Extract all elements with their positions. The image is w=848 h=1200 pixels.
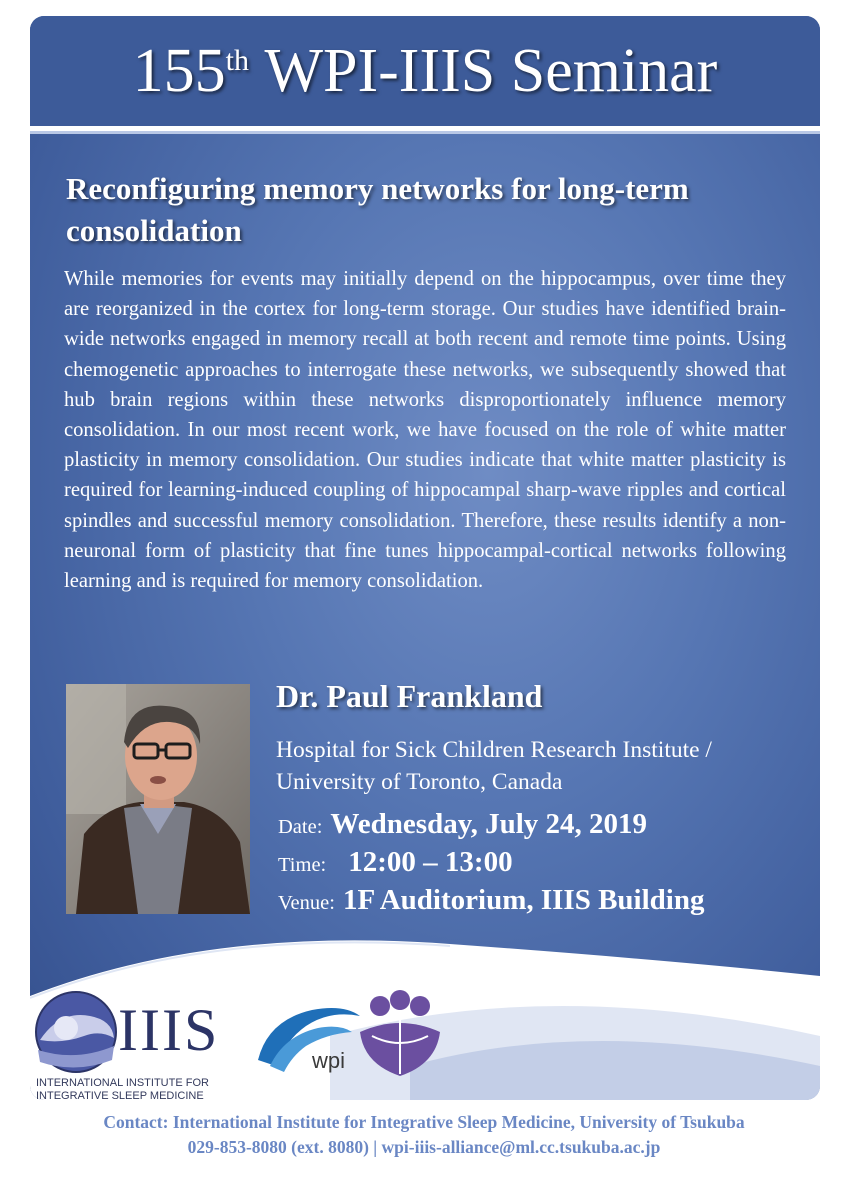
date-value: Wednesday, July 24, 2019 [330,808,648,840]
venue-label: Venue: [278,892,335,914]
speaker-affiliation [276,734,796,798]
seminar-header [30,16,820,126]
date-row [278,808,647,841]
talk-title: Reconfiguring memory networks for long-term consolidation [66,171,689,248]
seminar-title: WPI-IIIS Seminar [264,36,718,105]
header-divider-accent [30,131,820,134]
time-row [278,846,513,879]
affiliation-line-1: Hospital for Sick Children Research Institute / [276,737,712,763]
speaker-photo [66,684,250,914]
iiis-caption: INTERNATIONAL INSTITUTE FOR INTEGRATIVE SLEEP MEDICINE [36,1077,209,1102]
date-label: Date: [278,816,323,838]
venue-row [278,884,705,917]
seminar-ordinal: th [225,44,249,77]
contact-line-1: Contact: International Institute for Integrative Sleep Medicine, University of Tsukuba [103,1112,745,1132]
poster-panel [30,16,820,1100]
speaker-name: Dr. Paul Frankland [276,678,543,714]
contact-info [0,1110,848,1160]
venue-value: 1F Auditorium, IIIS Building [342,884,705,916]
contact-line-2: 029-853-8080 (ext. 8080) | wpi-iiis-alliance@ml.cc.tsukuba.ac.jp [187,1137,661,1157]
iiis-wordmark: IIIS [118,997,220,1063]
time-value: 12:00 – 13:00 [348,846,513,878]
talk-abstract: While memories for events may initially depend on the hippocampus, over time they are reorganized in the cortex for long-term storage. Our studies have identified brain-wide networks engaged in memory recall at both recent and remote time points. Using chemogenetic approaches to interrogate these networks, we subsequently showed that hub brain regions within these networks disproportionately influence memory consolidation. In our most recent work, we have focused on the role of white matter plasticity in memory consolidation. Our studies indicate that white matter plasticity is required for learning-induced coupling of hippocampal sharp-wave ripples and cortical spindles and successful memory consolidation. Therefore, these results identify a non-neuronal form of plasticity that fine tunes hippocampal-cortical networks following learning and is required for memory consolidation. [64,268,786,593]
tsukuba-paulownia-crest-icon [360,990,440,1076]
seminar-number: 155 [132,36,226,105]
time-label: Time: [278,854,327,876]
iiis-sleeper-logo-icon [36,992,116,1072]
affiliation-line-2: University of Toronto, Canada [276,769,563,795]
wpi-wordmark: wpi [312,1048,346,1073]
